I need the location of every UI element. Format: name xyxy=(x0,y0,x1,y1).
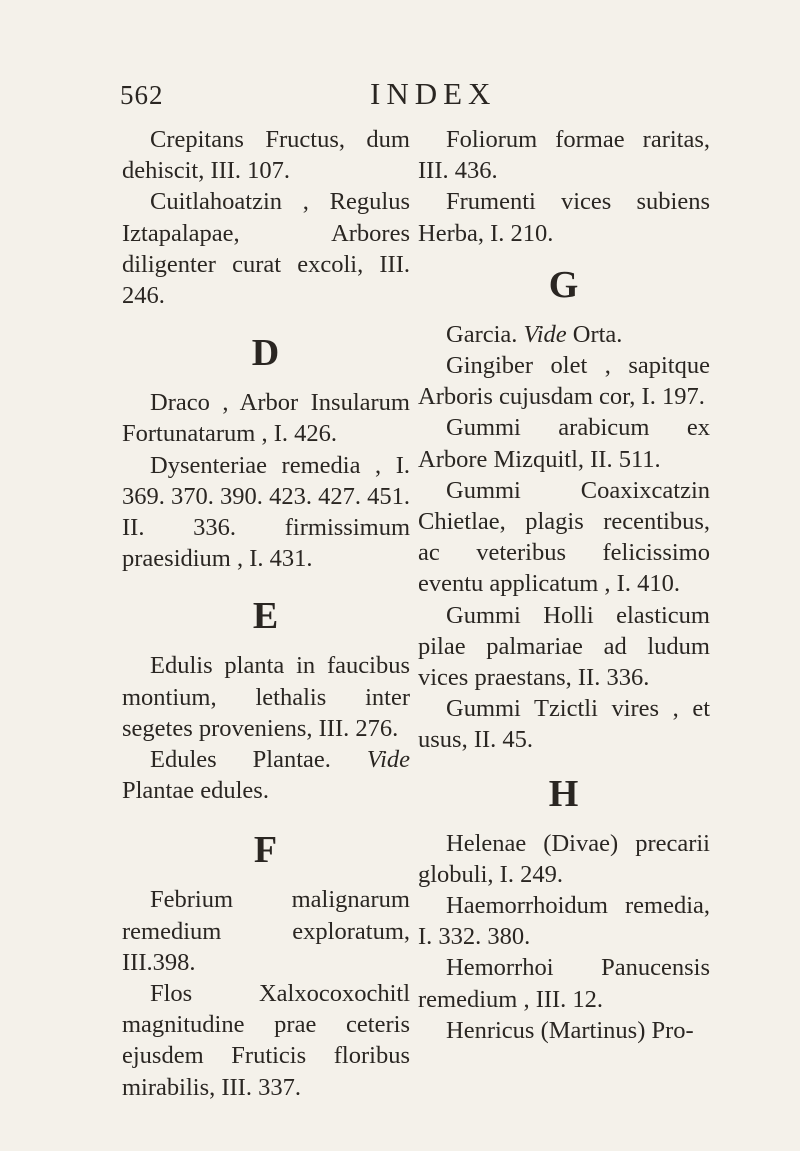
index-entry-garcia xyxy=(418,319,710,350)
index-entry-gingiber: Gingiber olet , sapitque Arboris cujusdam cor, I. 197. xyxy=(418,352,710,411)
vide-reference: Vide xyxy=(523,320,567,348)
index-entry-helenae: Helenae (Divae) precarii globuli, I. 249. xyxy=(418,829,710,888)
index-entry-foliorum: Foliorum formae raritas, III. 436. xyxy=(418,126,710,185)
section-letter-h: H xyxy=(548,772,580,815)
index-entry-haemorrhoidum: Haemorrhoidum remedia, I. 332. 380. xyxy=(418,892,710,951)
page-number: 562 xyxy=(120,80,164,110)
left-column xyxy=(122,124,410,1103)
index-entry-hemorrhoi: Hemorrhoi Panucensis remedium , III. 12. xyxy=(418,954,710,1013)
index-entry-febrium: Febrium malignarum remedium exploratum, III.398. xyxy=(122,886,410,976)
entry-text: Orta. xyxy=(572,320,623,348)
right-column xyxy=(418,124,710,1046)
index-entry-dysenteriae: Dysenteriae remedia , I. 369. 370. 390. 423. 427. 451. II. 336. firmissimum praesidium , I. 431. xyxy=(122,451,410,573)
running-title: INDEX xyxy=(370,76,497,111)
index-entry-frumenti: Frumenti vices subiens Herba, I. 210. xyxy=(418,188,710,247)
section-letter-f: F xyxy=(253,829,279,872)
entry-text: Garcia. xyxy=(446,320,518,348)
index-entry-edules xyxy=(122,744,410,806)
index-entry-gummi-arabicum: Gummi arabicum ex Arbore Mizquitl, II. 511. xyxy=(418,414,710,473)
index-entry-gummi-coaxixcatzin: Gummi Coaxixcatzin Chietlae, plagis recentibus, ac veteribus felicissimo eventu applicatum , I. 410. xyxy=(418,476,710,598)
index-entry-henricus: Henricus (Martinus) Pro- xyxy=(446,1016,694,1044)
index-entry-gummi-tzictli: Gummi Tzictli vires , et usus, II. 45. xyxy=(418,695,710,754)
page-header xyxy=(120,76,680,116)
index-entry-gummi-holli: Gummi Holli elasticum pilae palmariae ad ludum vices praestans, II. 336. xyxy=(418,601,710,692)
section-letter-g: G xyxy=(548,263,580,306)
section-letter-e: E xyxy=(252,595,280,638)
section-letter-d: D xyxy=(251,332,281,375)
index-entry-flos: Flos Xalxocoxochitl magnitudine prae ceteris ejusdem Fruticis floribus mirabilis, III. 337. xyxy=(122,980,410,1101)
vide-reference: Vide xyxy=(366,746,411,774)
entry-text: Plantae edules. xyxy=(122,777,269,805)
index-entry-draco: Draco , Arbor Insularum Fortunatarum , I. 426. xyxy=(122,389,410,448)
entry-text: Edules Plantae. xyxy=(150,746,331,774)
index-entry-edulis: Edulis planta in faucibus montium, lethalis inter segetes proveniens, III. 276. xyxy=(122,652,410,742)
index-entry-cuitlahoatzin: Cuitlahoatzin , Regulus Iztapalapae, Arbores diligenter curat excoli, III. 246. xyxy=(122,188,410,310)
index-entry-crepitans: Crepitans Fructus, dum dehiscit, III. 107. xyxy=(122,126,410,185)
